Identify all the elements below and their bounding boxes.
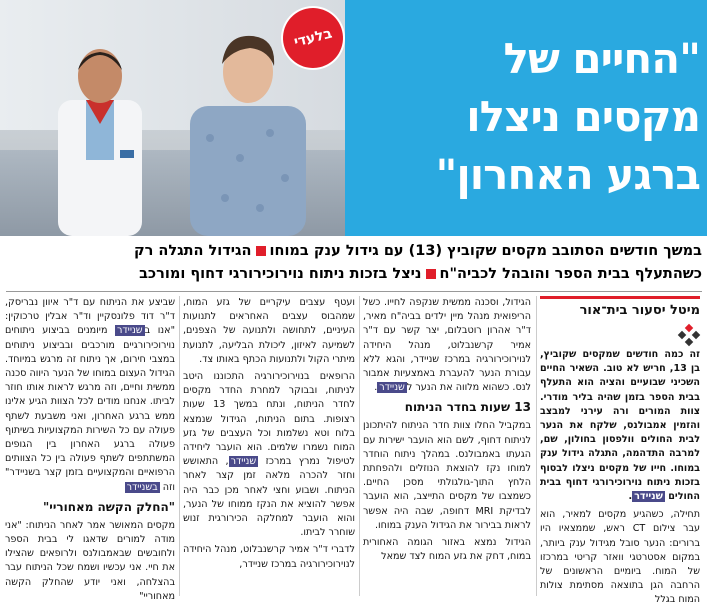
headline-line-1: "החיים של — [503, 34, 700, 83]
subheadline — [6, 240, 702, 286]
highlight: שניידר — [117, 325, 143, 337]
subhead-text-1: במשך חודשים הסתובב מקסים שקוביץ (13) עם גידול ענק במוחו — [269, 243, 702, 259]
paragraph: בין הגופים המשתתפים לשתף פעולה בין כל הצוותים הרפואיים והמקצועיים בזמן קצר בשניידר" — [5, 439, 175, 479]
paragraph: הגידול נמצא באזור הגומה האחורית במוח, דחק את גזע המוח לצד שמאל — [363, 537, 531, 563]
column-divider — [536, 296, 537, 596]
paragraph: הרופאים בנוירוכירורגיה התכוננו היטב לניתוח, ובבוקר למחרת החדר מקסים לחדר הניתוח, ונתח במשך 13 שעות רצופות. בתום הניתוח, הגידול שנמצא בלוח וטא נשלמות וכל העצבים של גזע המוח נשמרו שלמים. הוא הועבר ליחידה לטיפול נמרץ במרכז — [183, 371, 355, 468]
highlight: בשניידר — [126, 481, 158, 493]
article-column-2: הגידול, וסכנה ממשית שנקפה לחייו. כשל הריפואית מנהל מיין ילדים בביה"ח מאיר, ד"ר אהרון רוטבלום, יצר קשר עם ד"ר אמיר קרשנבלוט, מנהל היחידה לנוירוכירורגיה במרכז שניידר, והגא ללא עבורת הנער להעברת באמצעיות אמבור לנס. כשהוא מלווה את הנער לשניידר. 13 שעות בחדר הניתוח במקביל החלו צוות חדר הניתוח להיתכונן לניתוח דחוף, לשם הוא הועבר ישירות עם הגעתו באמבולנס. במהלך ניתוח הוחדר למוחו נקז להוצאת הנוזלים ולהפחתת הלחץ התוך-גולגולתי מסכן החיים. כשמצבו של מקסים התייצב, הוא הועבר לבדיקת MRI דחופה, שבה היה אפשר לראות בבירור את הגידול הענק במוחו. הגידול נמצא באזור הגומה האחורית במוח, דחק את גזע המוח לצד שמאל — [363, 297, 531, 563]
paragraph: מיומנים בביצוע ניתוחים נוירוכירורגיים מורכבים ובביצוע ניתוחים במצבי חירום, אך ניתוח זה מרגש במיוחד. הגידול העצום במוחו של הנער היווה סכנה ממשית וחיים, וזה מרגש לראות אותו חוזר לביתו. אנחנו מודים לכל הצוות הגיע אלינו ממש ברגע האחרון, ואני משבעת לשתף פעולה עם כל השירות המקצועיות בשיתוף פעולה ברגע האחרון — [5, 325, 175, 451]
highlight: שניידר — [379, 382, 405, 394]
paragraph: לדברי ד"ר אמיר קרשנבלוט, מנהל היחידה לנוירוכירורגיה במרכז שניידר, — [183, 544, 355, 570]
paragraph: שביצע את הניתוח עם ד"ר איוון נבריסק, ד"ר דוד פלונסקיין וד"ר אבלין טרכוקין: "אנו ב — [5, 297, 175, 337]
paragraph: התאושש וחזר להכרה מלאה זמן קצר לאחר הניתוח. ושבוע וחצי לאחר מכן כבר היה אפשר להוציא את הנקז ממוחו של הנער, והוא הועבר למחלקה הכירורגית זנוש שוחרר לביתו. — [183, 456, 355, 539]
subhead-line-2 — [6, 263, 702, 286]
exclusive-badge: בלעדי — [277, 2, 350, 75]
red-square-icon — [256, 246, 266, 256]
subhead-text-2b: ניצל בזכות ניתוח נוירוכירורגי דחוף ומורכב — [139, 266, 422, 282]
paragraph: הגידול, וסכנה ממשית שנקפה לחייו. כשל הריפואית מנהל מיין ילדים בביה"ח מאיר, ד"ר אהרון רוטבלום, יצר קשר עם ד"ר אמיר קרשנבלוט, מנהל היחידה לנוירוכירורגיה במרכז שניידר, והגא ללא עבורת הנער להעברת באמצעיות אמבור לנס. כשהוא מלווה את הנער ל — [363, 297, 531, 394]
headline-line-2: מקסים ניצלו — [466, 92, 700, 141]
subhead-text-1b: הגידול התגלה רק — [133, 243, 252, 259]
section-title: 13 שעות בחדר הניתוח — [404, 400, 531, 415]
paragraph: במקביל החלו צוות חדר הניתוח להיתכונן לניתוח דחוף, לשם הוא הועבר ישירות עם הגעתו באמבולנס. במהלך ניתוח הוחדר למוחו נקז להוצאת הנוזלים ולהפחתת הלחץ התוך-גולגולתי מסכן החיים. כשמצבו של מקסים התייצב, הוא הועבר לבדיקת MRI דחופה, שבה היה אפשר לראות בבירור את הגידול הענק במוחו. — [363, 420, 531, 531]
subhead-line-1 — [6, 240, 702, 263]
divider — [6, 291, 702, 292]
column-divider — [179, 296, 180, 596]
byline: מיטל יסעור בית־אור — [540, 296, 700, 320]
lead-text: זה כמה חודשים שמקסים שקוביץ, בן 13, חריש לא טוב. השאיר החיים השכיני שבועיים והציה הוא התעלף בבית הספר בזמן שהיה בליר מודרי. צוות המורים ורה עירני למבצב והזמין אמבולנס, שלקח את הנער לבית החולים וולפסון בחולון, שם, למרבה התדהמה, התגלה גידול ענק במוחו. חייו של מקסים ניצלו לבסוף בזכות ניתוח נוירוכירורגי דחוף בבית החולים — [540, 349, 700, 503]
diamond-dots-icon — [678, 324, 700, 346]
headline — [352, 30, 700, 204]
highlight: שניידר — [634, 491, 663, 503]
article-column-4 — [5, 296, 175, 602]
article-column-1 — [540, 296, 701, 606]
article-column-3: ועטף עצבים עיקריים של גזע המוח, שמהבוס עצבים האחראים לתנועות העיניים, לתחושה ולתנועה של הצפנים, לשמיעה לאיזון, ליכולת הבליעה, לתנועת מיתרי הקול ולתנועות הכתף באותו צד. הרופאים בנוירוכירורגיה התכוננו היטב לניתוח, ובבוקר למחרת החדר מקסים לחדר הניתוח, ונתח במשך 13 שעות רצופות. בתום הניתוח, הגידול שנמצא בלוח וטא נשלמות וכל העצבים של גזע המוח נשמרו שלמים. הוא הועבר ליחידה לטיפול נמרץ במרכז שניידר, התאושש וחזר להכרה מלאה זמן קצר לאחר הניתוח. ושבוע וחצי לאחר מכן כבר היה אפשר להוציא את הנקז ממוחו של הנער, והוא הועבר למחלקה הכירורגית זנוש שוחרר לביתו. לדברי ד"ר אמיר קרשנבלוט, מנהל היחידה לנוירוכירורגיה במרכז שניידר, — [183, 297, 355, 570]
section-title: "החלק הקשה מאחוריי" — [43, 499, 175, 514]
subhead-text-2: כשהתעלף בבית הספר והובהל לכביה"ח — [439, 266, 702, 282]
doctor-figure — [40, 40, 160, 236]
lead-paragraph: זה כמה חודשים שמקסים שקוביץ, בן 13, חריש לא טוב. השאיר החיים השכיני שבועיים והציה הוא התעלף בבית הספר בזמן שהיה בליר מודרי. צוות המורים ורה עירני למבצב והזמין אמבולנס, שלקח את הנער לבית החולים וולפסון בחולון, שם, למרבה התדהמה, התגלה גידול ענק במוחו. חייו של מקסים ניצלו לבסוף בזכות ניתוח נוירוכירורגי דחוף בבית החולים שניידר. — [540, 349, 700, 503]
red-square-icon — [426, 269, 436, 279]
paragraph: וזה — [162, 481, 175, 493]
headline-line-3: ברגע האחרון" — [435, 150, 700, 199]
paragraph: תחילה, כשהגיע מקסים למאיר, הוא עבר צילום CT ראש, שממצאיו היו ברורים: הנער סובל מגידול ענק ביותר, במקום אסטרטגי וואזר קריטי במרכזו של המוח. ביומיים הראשונים של הרחבה הגן בתוצאה מסתימת צולות המוח בגלל — [540, 509, 701, 606]
paragraph: מקסים המאושר אמר לאחר הניתוח: "אני מודה למורים שדאגו לי בבית הספר ולחובשים שבאמבולנס ולרופאים שהצילו את חיי. אני עכשיו ושמח שכל הניתוח עבר בהצלחה, ואני יודע שהחלק הקשה מאחוריי" — [5, 519, 175, 602]
highlight: שניידר — [230, 456, 257, 468]
paragraph: ועטף עצבים עיקריים של גזע המוח, שמהבוס עצבים האחראים לתנועות העיניים, לתחושה ולתנועה של הצפנים, לשמיעה לאיזון, ליכולת הבליעה, לתנועת מיתרי הקול ולתנועות הכתף באותו צד. — [183, 297, 355, 365]
column-divider — [359, 296, 360, 596]
